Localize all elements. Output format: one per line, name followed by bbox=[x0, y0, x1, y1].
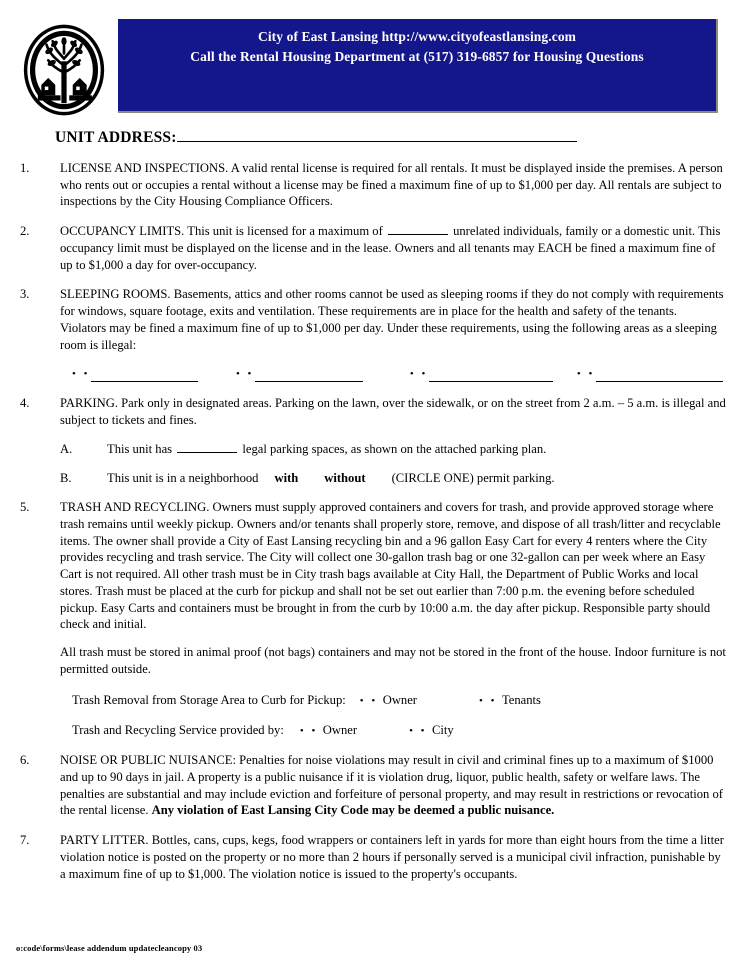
circle-one-note: (CIRCLE ONE) permit parking. bbox=[391, 470, 555, 485]
bullet-dots-icon: • • bbox=[72, 368, 90, 381]
sleeping-room-blank-field-4[interactable] bbox=[577, 369, 723, 382]
sleeping-room-blank-field-1[interactable] bbox=[72, 369, 198, 382]
clause-item-5 bbox=[18, 499, 726, 739]
banner-line-2: Call the Rental Housing Department at (517) 319-6857 for Housing Questions bbox=[190, 48, 644, 64]
clause-subitem-4b bbox=[60, 470, 726, 487]
clause-title: NOISE OR PUBLIC NUISANCE: bbox=[60, 753, 236, 768]
clause-bold-tail: Any violation of East Lansing City Code may be deemed a public nuisance. bbox=[151, 803, 555, 818]
bullet-dots-icon: • • bbox=[576, 368, 595, 381]
unit-address-label: UNIT ADDRESS: bbox=[55, 129, 177, 146]
trash-removal-choice-tenants[interactable] bbox=[479, 692, 541, 709]
document-footer-path: o:code\forms\lease addendum updatecleancopy 03 bbox=[16, 943, 203, 953]
occupancy-limit-input[interactable] bbox=[388, 223, 448, 235]
bullet-dots-icon: • • bbox=[409, 725, 428, 738]
sleeping-room-input-1[interactable] bbox=[91, 371, 198, 382]
clause-body bbox=[60, 499, 726, 739]
clause-number: 1. bbox=[20, 161, 30, 175]
choice-label: Owner bbox=[382, 692, 417, 707]
clause-title: SLEEPING ROOMS. bbox=[60, 287, 171, 302]
clause-text: Bottles, cans, cups, kegs, food wrappers or containers left in yards for more than eight hours from the time a litter violation notice is posted on the property or no more than 2 hours if personally served is a municipal civil infraction, punishable by a maximum fine of up to $1,000. The violation notice is issued to the property's occupants. bbox=[60, 833, 724, 881]
trash-service-choice-city[interactable] bbox=[409, 722, 454, 739]
subitem-text-before-blank: This unit has bbox=[107, 441, 176, 456]
clause-text: Basements, attics and other rooms cannot be used as sleeping rooms if they do not comply with requirements for windows, square footage, exits and ventilation. These requirements are in place for the health and safety of the tenants. Violators may be fined a maximum fine of up to $1,000 per day. Under these requirements, using the following areas as a sleeping room is illegal: bbox=[60, 287, 724, 352]
subitem-letter: A. bbox=[60, 441, 73, 456]
city-seal-tree-icon bbox=[20, 22, 108, 118]
bullet-dots-icon: • • bbox=[359, 694, 378, 707]
sleeping-room-blank-field-2[interactable] bbox=[236, 369, 363, 382]
clause-item-7 bbox=[18, 832, 726, 882]
document-header bbox=[0, 0, 750, 118]
banner-line-1: City of East Lansing http://www.cityofeastlansing.com bbox=[257, 29, 577, 44]
clause-text: Owners must supply approved containers and covers for trash, and provide approved storage where trash remains until weekly pickup. Owners and/or tenants shall properly store, remove, and dispose of all trash/litter and recyclable items. The owner shall provide a City of East Lansing recycling bin and a 96 gallon Easy Cart for every 4 renters where the City provides recycling and trash service. The City will collect one 30-gallon trash bag or one 32-gallon can per week where an Easy Cart is not required. All other trash must be in City trash bags available at City Hall, the Department of Public Works and local stores. Trash must be placed at the curb for pickup and shall not be set out earlier than 7:00 p.m. the evening before scheduled pickup. Easy Carts and containers must be brought in from the curb by 10:00 a.m. the day after pickup. Responsible party should check and initial. bbox=[60, 500, 721, 632]
clause-body bbox=[60, 286, 726, 382]
clause-number: 3. bbox=[20, 287, 30, 302]
clause-text: A valid rental license is required for all rentals. It must be displayed inside the premises. A person who rents out or occupies a rental without a license may be fined a maximum fine of up to $1,000 per day. All rentals are subject to inspections by the City Housing Compliance Officers. bbox=[60, 161, 723, 209]
clause-paragraph-2: All trash must be stored in animal proof (not bags) containers and may not be stored in the front of the house. Indoor furniture is not permitted outside. bbox=[60, 645, 726, 676]
permit-option-without[interactable]: without bbox=[324, 470, 366, 485]
choice-label: Tenants bbox=[501, 692, 541, 707]
sleeping-room-blank-field-3[interactable] bbox=[410, 369, 553, 382]
clause-text-after-blank: unrelated individuals, family or a domestic unit. This occupancy limit must be displayed on the license and in the lease. Owners and all tenants may EACH be fined a maximum fine of up to $1,000 a day for over-occupancy. bbox=[60, 224, 721, 272]
clause-title: LICENSE AND INSPECTIONS. bbox=[60, 161, 229, 175]
clause-item-4 bbox=[18, 395, 726, 486]
clause-number: 6. bbox=[20, 753, 30, 768]
bullet-dots-icon: • • bbox=[479, 694, 497, 707]
clause-item-3 bbox=[18, 286, 726, 382]
parking-spaces-input[interactable] bbox=[177, 441, 237, 453]
permit-option-with[interactable]: with bbox=[274, 470, 299, 485]
clause-title: OCCUPANCY LIMITS. bbox=[60, 224, 185, 239]
unit-address-input[interactable] bbox=[177, 128, 577, 142]
subitem-body bbox=[107, 441, 546, 458]
bullet-dots-icon: • • bbox=[235, 368, 254, 381]
clause-number: 5. bbox=[20, 500, 30, 515]
clause-item-6 bbox=[18, 752, 726, 819]
unit-address-row bbox=[55, 128, 750, 147]
clause-number: 7. bbox=[20, 833, 30, 848]
clause-item-2 bbox=[18, 223, 726, 273]
clause-number: 4. bbox=[20, 396, 30, 411]
trash-removal-responsibility-row bbox=[72, 692, 726, 709]
subitem-text-after-blank: legal parking spaces, as shown on the attached parking plan. bbox=[239, 441, 547, 456]
clause-title: PARTY LITTER. bbox=[60, 833, 149, 848]
choice-label: Owner bbox=[322, 723, 358, 738]
trash-removal-choice-owner[interactable] bbox=[360, 692, 417, 709]
clause-subitem-4a bbox=[60, 441, 726, 458]
clause-text: Penalties for noise violations may result in civil and criminal fines up to a maximum of $1000 and up to 90 days in jail. A property is a public nuisance if it is violation drug, liquor, public health, safety or welfare laws. The penalties are substantial and may include eviction and forfeiture of personal property, and may result in restrictions or revocation of the rental license. bbox=[60, 753, 723, 818]
header-banner bbox=[118, 19, 718, 113]
clause-number: 2. bbox=[20, 224, 30, 239]
clause-item-1 bbox=[18, 160, 726, 210]
sleeping-room-input-3[interactable] bbox=[429, 371, 553, 382]
choice-label: City bbox=[432, 723, 454, 738]
trash-removal-label: Trash Removal from Storage Area to Curb for Pickup: bbox=[72, 692, 346, 707]
clause-body bbox=[60, 160, 726, 210]
sleeping-room-blanks-row bbox=[72, 369, 726, 382]
clause-title: TRASH AND RECYCLING. bbox=[60, 500, 210, 515]
sleeping-room-input-4[interactable] bbox=[596, 371, 723, 382]
bullet-dots-icon: • • bbox=[299, 725, 318, 738]
subitem-letter: B. bbox=[60, 470, 72, 485]
trash-service-label: Trash and Recycling Service provided by: bbox=[72, 723, 284, 738]
clause-text-before-blank: This unit is licensed for a maximum of bbox=[184, 224, 386, 239]
sleeping-room-input-2[interactable] bbox=[255, 371, 363, 382]
trash-service-provider-row bbox=[72, 722, 726, 739]
clause-body bbox=[60, 752, 726, 819]
clause-title: PARKING. bbox=[60, 396, 118, 411]
document-body bbox=[0, 160, 750, 882]
clause-body bbox=[60, 395, 726, 486]
clause-text: Park only in designated areas. Parking on the lawn, over the sidewalk, or on the street from 2 a.m. – 5 a.m. is illegal and subject to tickets and fines. bbox=[60, 396, 726, 428]
clause-body bbox=[60, 832, 726, 882]
trash-service-choice-owner[interactable] bbox=[300, 722, 357, 739]
clause-body bbox=[60, 223, 726, 273]
subitem-body bbox=[107, 470, 555, 487]
bullet-dots-icon: • • bbox=[409, 368, 428, 381]
subitem-text: This unit is in a neighborhood bbox=[107, 470, 259, 485]
